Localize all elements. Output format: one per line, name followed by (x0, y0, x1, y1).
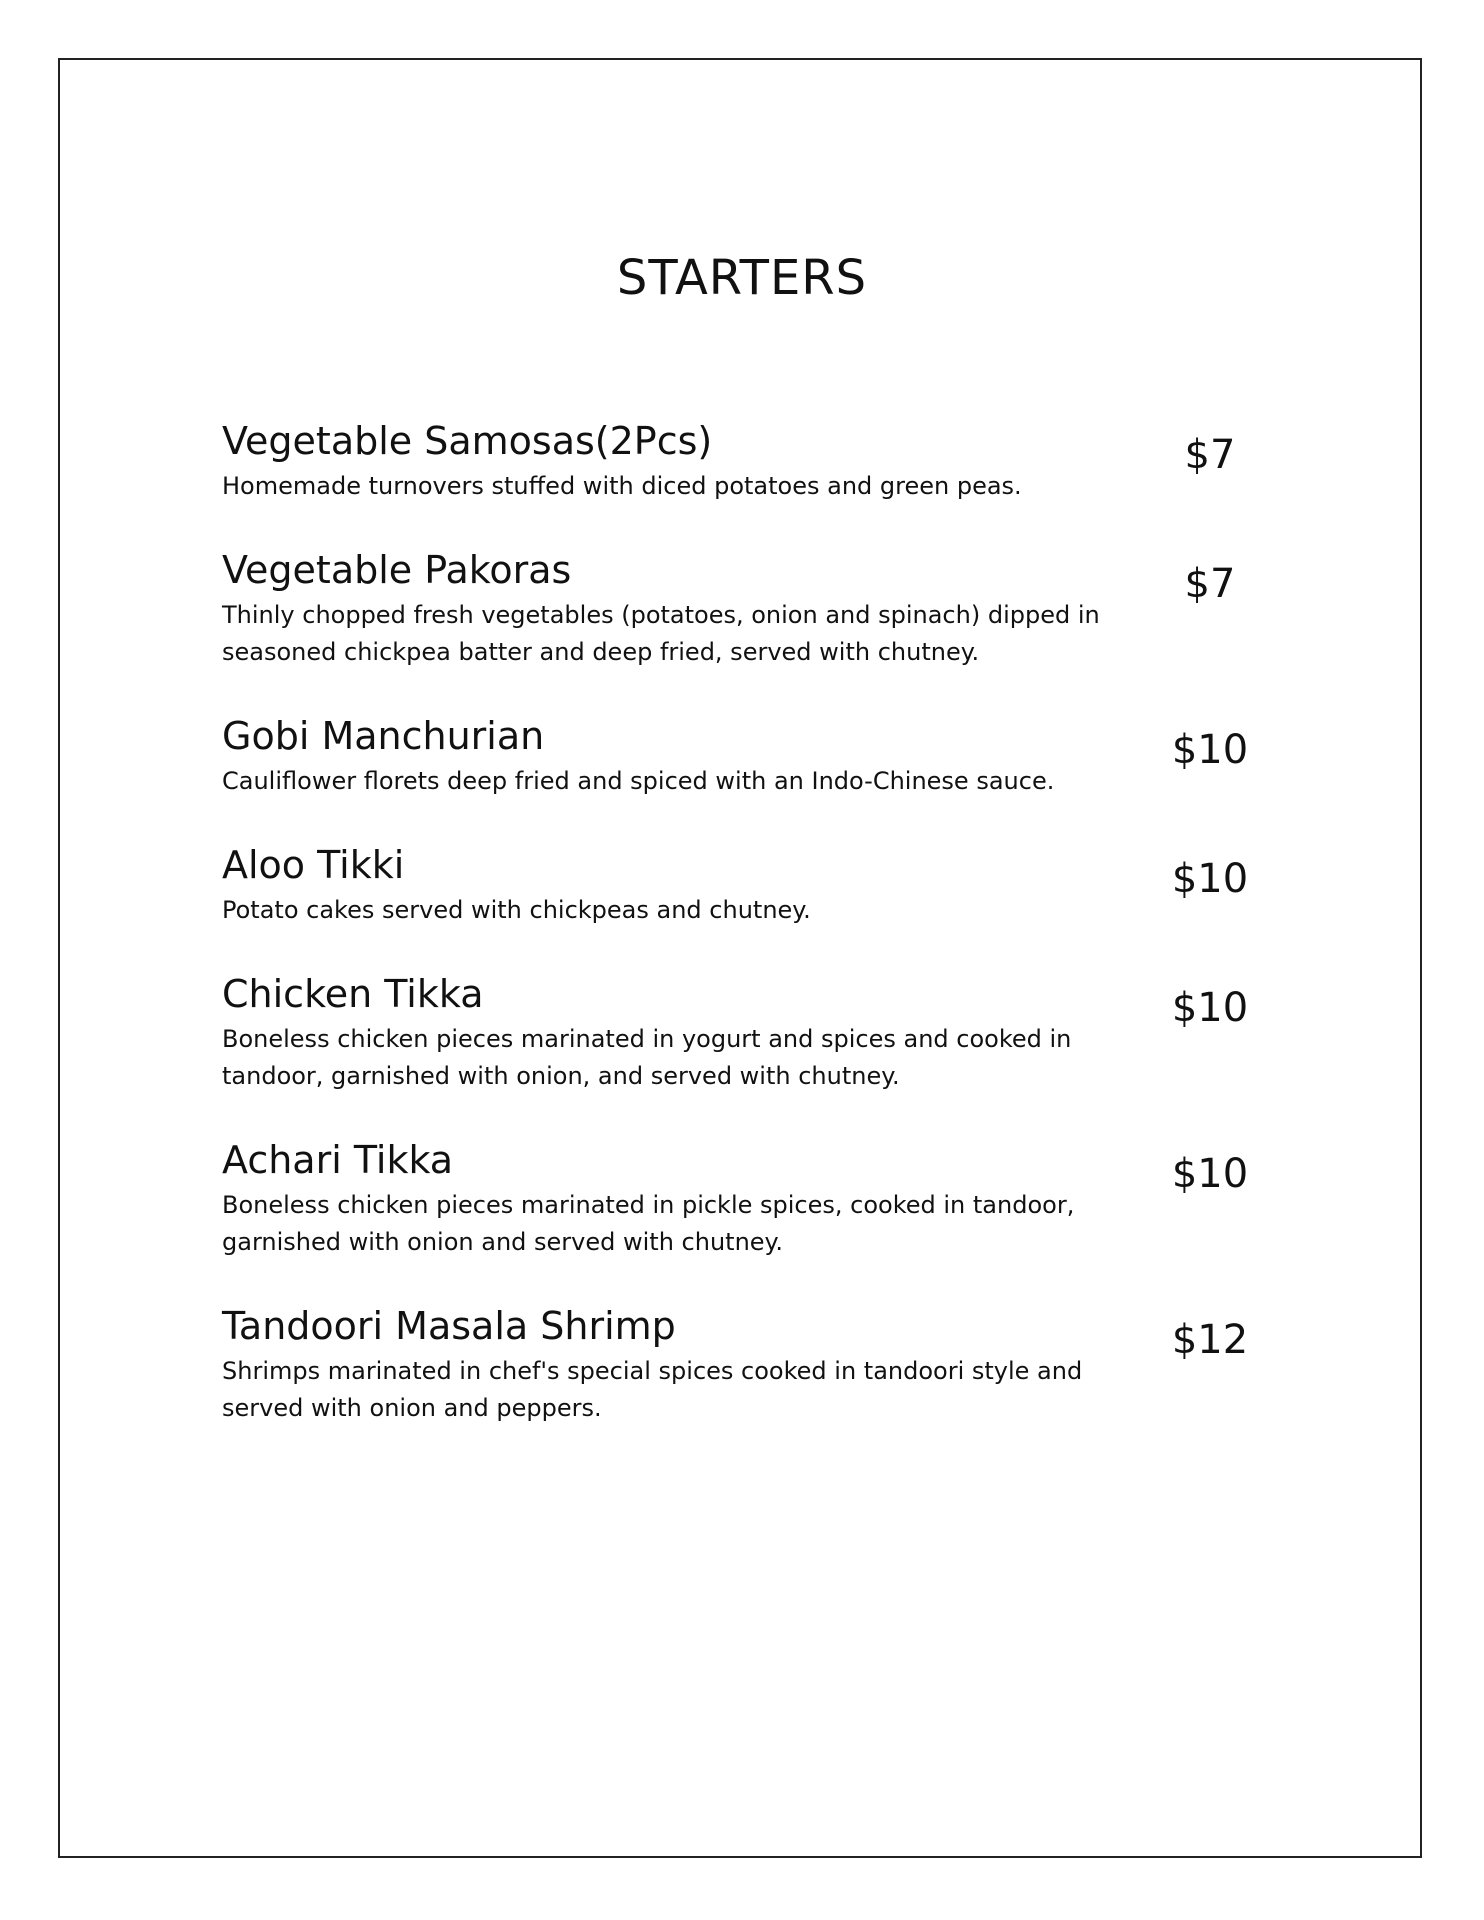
menu-item-price: $7 (1184, 561, 1236, 607)
menu-item-description: Potato cakes served with chickpeas and chutney. (222, 896, 811, 924)
menu-item-name: Chicken Tikka (222, 972, 484, 1016)
menu-item (222, 418, 1282, 505)
menu-item-text (222, 1303, 1112, 1427)
menu-item (222, 842, 1282, 929)
menu-item (222, 1137, 1282, 1261)
menu-item-name: Vegetable Samosas(2Pcs) (222, 419, 713, 463)
menu-item-text (222, 713, 1112, 800)
menu-item-text (222, 971, 1112, 1095)
menu-item-price: $10 (1171, 856, 1249, 902)
menu-item-price: $10 (1171, 1151, 1249, 1197)
menu-item (222, 1303, 1282, 1427)
menu-item-text (222, 418, 1112, 505)
menu-item-name: Vegetable Pakoras (222, 548, 572, 592)
menu-item-text (222, 547, 1112, 671)
menu-item-name: Aloo Tikki (222, 843, 405, 887)
menu-item-name: Tandoori Masala Shrimp (222, 1304, 676, 1348)
menu-item-description: Cauliflower florets deep fried and spiced with an Indo-Chinese sauce. (222, 767, 1055, 795)
menu-item-description: Homemade turnovers stuffed with diced potatoes and green peas. (222, 472, 1022, 500)
page-title: STARTERS (616, 250, 868, 306)
menu-item (222, 547, 1282, 671)
menu-item (222, 971, 1282, 1095)
menu-item-price: $7 (1184, 432, 1236, 478)
menu-item-name: Achari Tikka (222, 1138, 454, 1182)
menu-item-price: $12 (1171, 1317, 1249, 1363)
menu-item-description: Thinly chopped fresh vegetables (potatoes, onion and spinach) dipped in seasoned chickpea batter and deep fried, served with chutney. (222, 601, 1100, 666)
menu-item-description: Boneless chicken pieces marinated in pickle spices, cooked in tandoor, garnished with onion and served with chutney. (222, 1191, 1075, 1256)
menu-list (222, 418, 1282, 1469)
menu-item-price: $10 (1171, 727, 1249, 773)
menu-item-price: $10 (1171, 985, 1249, 1031)
menu-item-text (222, 1137, 1112, 1261)
menu-item-text (222, 842, 1112, 929)
menu-item-name: Gobi Manchurian (222, 714, 545, 758)
menu-item-description: Shrimps marinated in chef's special spices cooked in tandoori style and served with onion and peppers. (222, 1357, 1083, 1422)
menu-item-description: Boneless chicken pieces marinated in yogurt and spices and cooked in tandoor, garnished with onion, and served with chutney. (222, 1025, 1072, 1090)
menu-item (222, 713, 1282, 800)
